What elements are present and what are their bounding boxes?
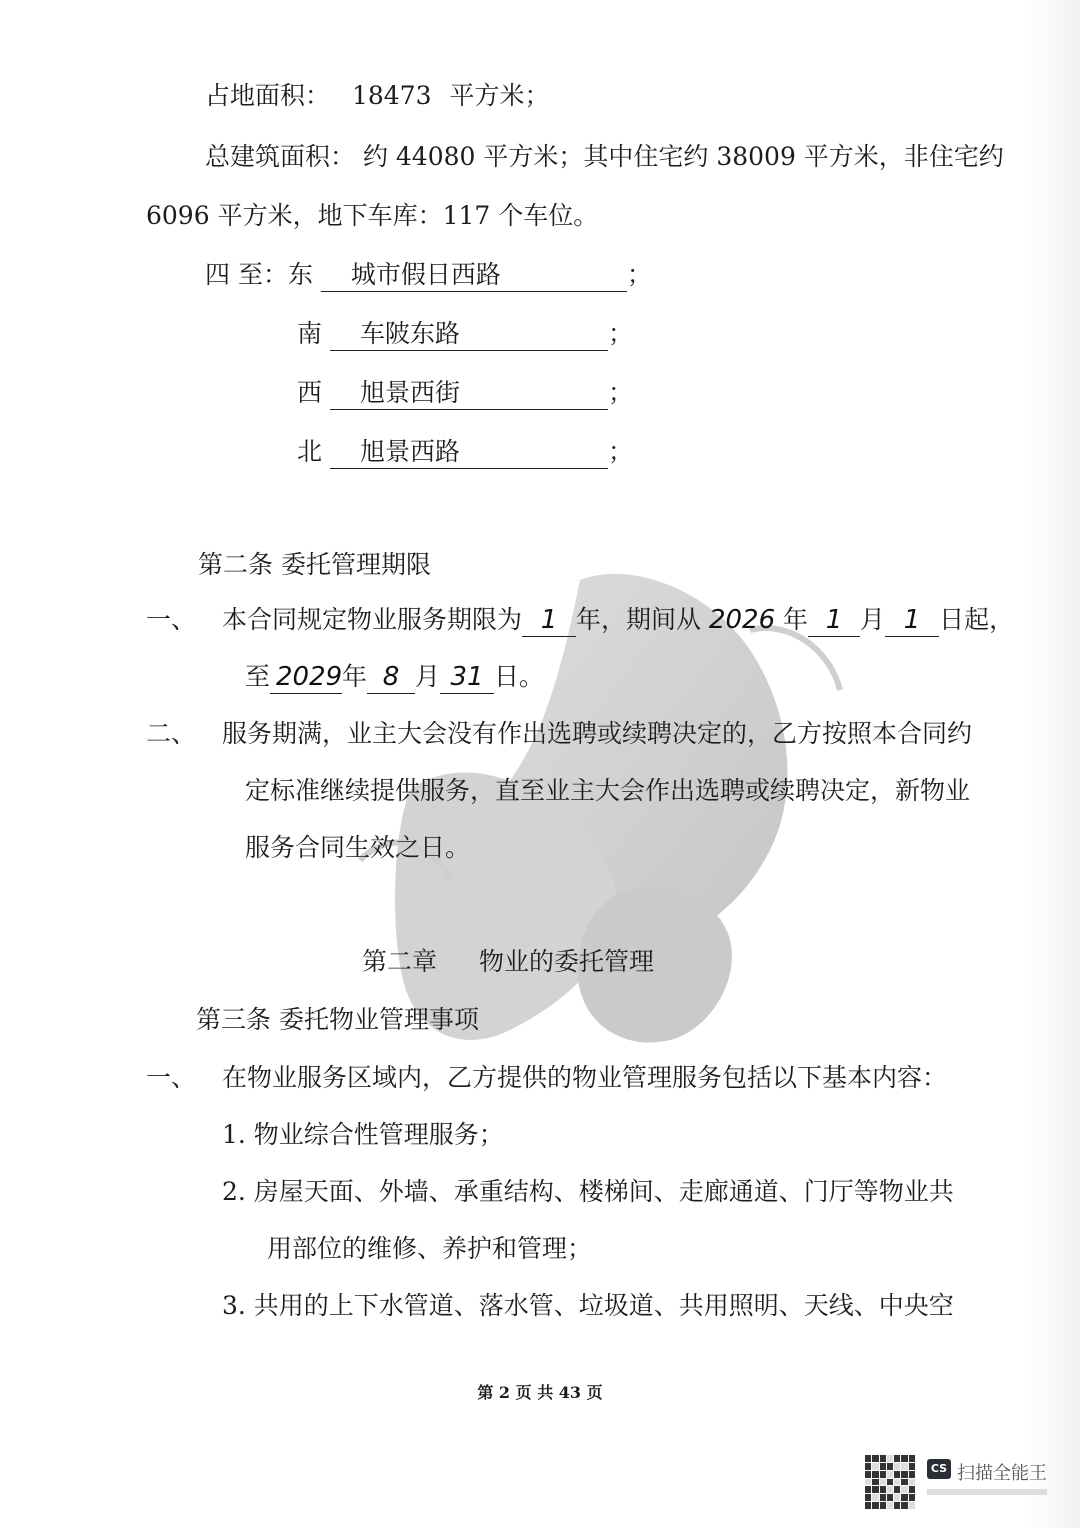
- article-3-sub-2-line-2: 用部位的维修、养护和管理；: [267, 1234, 593, 1263]
- term-text-8: 月: [415, 662, 441, 691]
- boundary-south-end: ；: [607, 319, 633, 348]
- chapter-2-heading: [362, 946, 654, 978]
- article-3-item-1-text: 在物业服务区域内，乙方提供的物业管理服务包括以下基本内容：: [222, 1063, 948, 1092]
- article-2-item-2-line-2: 定标准继续提供服务，直至业主大会作出选聘或续聘决定，新物业: [245, 776, 971, 805]
- article-3-title: 第三条 委托物业管理事项: [196, 1005, 479, 1034]
- qr-code-icon: [865, 1455, 915, 1509]
- term-text-4: 月: [860, 605, 886, 634]
- building-area-line-1: 总建筑面积： 约 44080 平方米；其中住宅约 38009 平方米，非住宅约: [205, 142, 1004, 171]
- scanner-watermark: [865, 1455, 1047, 1509]
- article-2-title: 第二条 委托管理期限: [198, 550, 431, 579]
- land-area-line: [205, 80, 549, 112]
- scanner-brand-underline: [927, 1489, 1047, 1495]
- boundary-north-dir: 北: [297, 437, 323, 466]
- start-day-handwritten: 1: [885, 604, 939, 637]
- boundary-west-dir: 西: [297, 378, 323, 407]
- article-2-item-1-line-2: [245, 661, 544, 694]
- article-2-item-2-num: 二、: [146, 719, 197, 748]
- term-text-9: 日。: [494, 662, 545, 691]
- camscanner-logo-icon: CS: [927, 1459, 951, 1479]
- article-2-item-1-line-1: [222, 604, 1014, 637]
- land-area-label: 占地面积：: [205, 81, 331, 110]
- boundary-heading: 四 至：: [205, 260, 288, 289]
- article-3-sub-2-line-1: 2. 房屋天面、外墙、承重结构、楼梯间、走廊通道、门厅等物业共: [222, 1177, 954, 1206]
- article-2-item-2-line-3: 服务合同生效之日。: [245, 833, 471, 862]
- boundary-east-end: ；: [626, 260, 652, 289]
- land-area-unit: 平方米；: [449, 81, 550, 110]
- boundary-south-line: [297, 318, 633, 351]
- term-text-6: 至: [245, 662, 271, 691]
- end-day-handwritten: 31: [440, 661, 494, 694]
- building-area-line-2: 6096 平方米，地下车库：117 个车位。: [146, 201, 599, 230]
- end-year-handwritten: 2029: [270, 661, 342, 694]
- term-text-1: 本合同规定物业服务期限为: [222, 605, 523, 634]
- scanner-brand-name: 扫描全能王: [957, 1463, 1047, 1484]
- handshake-watermark-icon: [330, 560, 850, 1080]
- land-area-value: 18473: [351, 81, 432, 110]
- term-years-handwritten: 1: [522, 604, 576, 637]
- boundary-north-line: [297, 436, 633, 469]
- end-month-handwritten: 8: [367, 661, 415, 694]
- chapter-2-num: 第二章: [362, 947, 438, 976]
- boundary-east-line: [205, 259, 652, 292]
- boundary-north-value: 旭景西路: [330, 436, 608, 469]
- term-text-5: 日起，: [939, 605, 1015, 634]
- term-text-3: 年: [783, 605, 809, 634]
- article-3-sub-1: 1. 物业综合性管理服务；: [222, 1120, 504, 1149]
- boundary-east-value: 城市假日西路: [321, 259, 627, 292]
- article-3-sub-3: 3. 共用的上下水管道、落水管、垃圾道、共用照明、天线、中央空: [222, 1291, 954, 1320]
- boundary-west-end: ；: [607, 378, 633, 407]
- boundary-east-dir: 东: [287, 260, 313, 289]
- chapter-2-title: 物业的委托管理: [478, 947, 654, 976]
- boundary-south-dir: 南: [297, 319, 323, 348]
- term-text-2: 年，期间从: [576, 605, 702, 634]
- article-2-item-1-num: 一、: [146, 605, 197, 634]
- boundary-north-end: ；: [607, 437, 633, 466]
- article-2-item-2-line-1: 服务期满，业主大会没有作出选聘或续聘决定的，乙方按照本合同约: [222, 719, 973, 748]
- boundary-west-value: 旭景西街: [330, 377, 608, 410]
- start-year-handwritten: 2026: [708, 605, 776, 635]
- page-number-footer: 第 2 页 共 43 页: [477, 1383, 603, 1402]
- term-text-7: 年: [342, 662, 368, 691]
- boundary-south-value: 车陂东路: [330, 318, 608, 351]
- start-month-handwritten: 1: [808, 604, 860, 637]
- article-3-item-1-num: 一、: [146, 1063, 197, 1092]
- boundary-west-line: [297, 377, 633, 410]
